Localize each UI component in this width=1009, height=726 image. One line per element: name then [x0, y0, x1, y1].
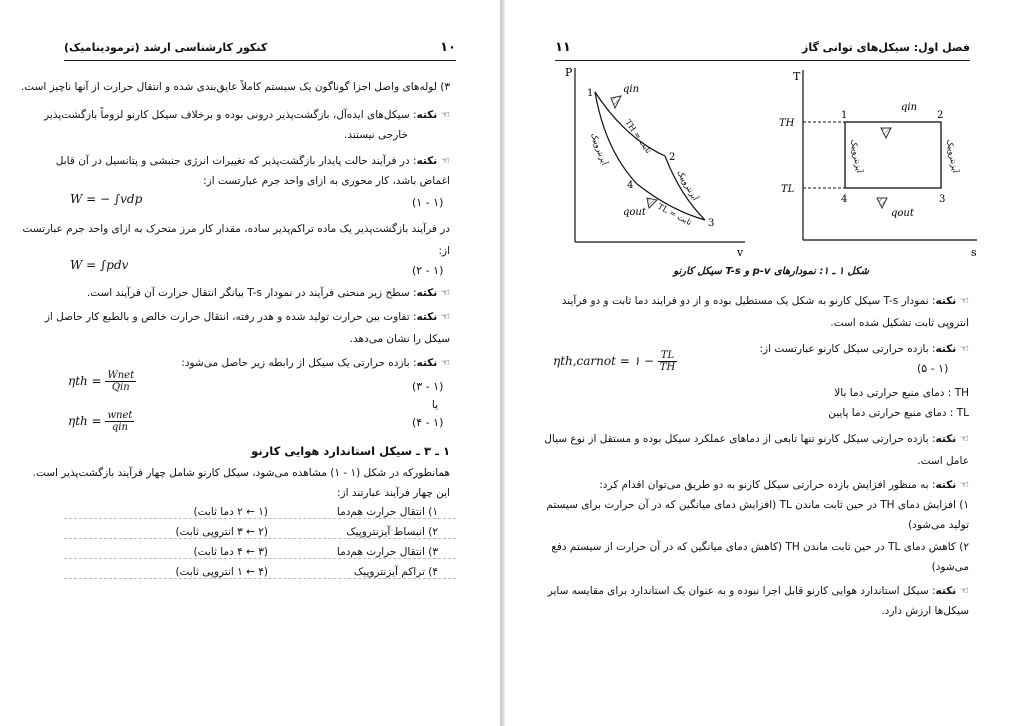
list-item-continued: می‌شود) [931, 561, 969, 573]
point-2: 2 [937, 110, 944, 121]
note-text: : سیکل استاندارد هوایی کارنو قابل اجرا نبوده و به عنوان یک استاندارد برای مقایسه سایر [547, 585, 936, 597]
iso-tl-label: TL = ثابت [656, 201, 694, 228]
point-3: 3 [708, 218, 715, 229]
note-continued: سیکل‌ها ارزش دارد. [881, 605, 969, 617]
heat-out-arrow-icon [877, 198, 887, 208]
process-name: ۱) انتقال حرارت هم‌دما [336, 506, 438, 518]
process-path: (۲ ← ۳ انتروپی ثابت) [175, 526, 268, 538]
fraction-numerator: TL [658, 350, 677, 362]
list-item-continued: تولید می‌شود) [908, 519, 969, 531]
note: ☜ نکته: سیکل‌های ایده‌آل، بازگشت‌پذیر درونی بوده و برخلاف سیکل کارنو لزوماً بازگشت‌پذیر [44, 109, 450, 121]
process-path: (۴ ← ۱ انتروپی ثابت) [175, 566, 268, 578]
tl-definition: TL : دمای منبع حرارتی دما پایین [828, 407, 969, 419]
paragraph: در فرآیند بازگشت‌پذیر یک ماده تراکم‌پذیر ساده، مقدار کار مرز متحرک به ازای واحد جرم عبارتست [22, 223, 450, 235]
tl-label: TL [781, 184, 795, 195]
note-continued: سیکل را نشان می‌دهد. [349, 333, 450, 345]
left-page [0, 0, 501, 726]
equation-4: ηth = $\frac{\text{wnet}}{\text{qin}}$ [68, 410, 133, 433]
note-label: نکته [935, 433, 957, 445]
pv-diagram [565, 66, 745, 259]
process-name: ۴) تراکم آیزنتروپیک [353, 566, 438, 578]
note: ☜ نکته: بازده حرارتی سیکل کارنو تنها تابعی از دماهای عملکرد سیکل بوده و مستقل از نوع سیال [544, 433, 969, 445]
note-text: : سطح زیر منحنی فرآیند در نمودار T-s بیانگر انتقال حرارت آن فرآیند است. [86, 287, 417, 299]
note: ☜ نکته: سیکل استاندارد هوایی کارنو قابل اجرا نبوده و به عنوان یک استاندارد برای مقایسه سایر [547, 585, 969, 597]
note: ☜ نکته: سطح زیر منحنی فرآیند در نمودار T-s بیانگر انتقال حرارت آن فرآیند است. [86, 287, 450, 299]
running-title: کنکور کارشناسی ارشد (ترمودینامیک) [64, 41, 268, 54]
fraction-numerator: wnet [107, 410, 133, 421]
equation-2: W = ∫pdv [70, 258, 129, 272]
note-label: نکته [416, 311, 438, 323]
note-text: : بازده حرارتی یک سیکل از رابطه زیر حاصل می‌شود: [181, 357, 417, 369]
qout-label: qout [891, 208, 914, 219]
equation-3: ηth = $\frac{\text{Wnet}}{\text{Qin}}$ [68, 370, 135, 393]
note-label: نکته [416, 109, 438, 121]
heat-in-arrow-icon [881, 128, 891, 138]
iso-th-label: TH = ثابت [623, 117, 654, 155]
note-continued: عامل است. [917, 455, 969, 467]
note: ☜ نکته: در فرآیند حالت پایدار بازگشت‌پذیر که تغییرات انرژی جنبشی و پتانسیل در آن قابل [55, 155, 450, 167]
figure-caption: شکل ۱ ـ ۱: نمودارهای p-v و T-s سیکل کارنو [673, 266, 869, 277]
equation-2-number: (۲ - ۱) [412, 264, 444, 277]
point-1: 1 [587, 88, 594, 99]
equation-5-number: (۵ - ۱) [917, 362, 949, 375]
process-name: ۳) انتقال حرارت هم‌دما [336, 546, 438, 558]
note: ☜ نکته: به منظور افزایش بازده حرارتی سیکل کارنو به دو طریق می‌توان اقدام کرد: [599, 479, 969, 491]
note-text: : بازده حرارتی سیکل کارنو تنها تابعی از دماهای عملکرد سیکل بوده و مستقل از نوع سیال [544, 433, 936, 445]
note-continued: خارجی نیستند. [344, 129, 408, 141]
v-axis-label: v [737, 246, 744, 259]
isentropic-left-label: آیزنتروپیک [589, 131, 610, 167]
th-label: TH [779, 118, 795, 129]
qout-label: qout [623, 207, 646, 218]
note: ☜ نکته: بازده حرارتی سیکل کارنو عبارتست از: [759, 343, 969, 355]
qin-label: qin [623, 84, 640, 95]
th-definition: TH : دمای منبع حرارتی دما بالا [834, 387, 969, 399]
isentropic-right-label: آیزنتروپیک [945, 138, 960, 174]
section-title: ۱ ـ ۳ ـ سیکل استاندارد هوایی کارنو [251, 444, 450, 458]
note: ☜ نکته: نمودار T-s سیکل کارنو به شکل یک مستطیل بوده و از دو فرایند دما ثابت و دو فرآیند [561, 295, 969, 307]
equation-5: ηth,carnot = ۱ − $\frac{TL}{TH}$ [553, 350, 676, 373]
note-text: : در فرآیند حالت پایدار بازگشت‌پذیر که تغییرات انرژی جنبشی و پتانسیل در آن قابل [55, 155, 417, 167]
equation-1-number: (۱ - ۱) [412, 196, 444, 209]
right-page [505, 0, 1009, 726]
process-path: (۱ ← ۲ دما ثابت) [193, 506, 268, 518]
isentropic-right-label: آیزنتروپیک [675, 168, 700, 203]
note-label: نکته [935, 585, 957, 597]
list-item: ۱) افزایش دمای TH در حین ثابت ماندن TL (افزایش دمای میانگین که در آن حرارت برای سیستم [546, 499, 969, 511]
ts-diagram [779, 70, 977, 259]
note-text: : نمودار T-s سیکل کارنو به شکل یک مستطیل بوده و از دو فرایند دما ثابت و دو فرآیند [561, 295, 936, 307]
point-1: 1 [841, 110, 848, 121]
fraction-denominator: Qin [111, 382, 130, 393]
note-text: : بازده حرارتی سیکل کارنو عبارتست از: [759, 343, 936, 355]
note-text: : به منظور افزایش بازده حرارتی سیکل کارنو به دو طریق می‌توان اقدام کرد: [599, 479, 936, 491]
point-4: 4 [627, 180, 634, 191]
heat-in-arrow-icon [611, 96, 621, 108]
s-axis-label: s [971, 246, 977, 259]
left-page-header [64, 38, 456, 61]
paragraph-continued: این چهار فرآیند عبارتند از: [337, 487, 450, 499]
right-page-header [555, 38, 970, 61]
note-label: نکته [416, 357, 438, 369]
note: ☜ نکته: بازده حرارتی یک سیکل از رابطه زیر حاصل می‌شود: [181, 357, 450, 369]
note-text: : تفاوت بین حرارت تولید شده و هدر رفته، انتقال حرارت خالص و بالطبع کار حاصل از [44, 311, 417, 323]
paragraph: همانطورکه در شکل (۱ - ۱) مشاهده می‌شود، سیکل کارنو شامل چهار فرآیند بازگشت‌پذیر است. [32, 467, 450, 479]
heat-out-arrow-icon [647, 198, 657, 208]
point-4: 4 [841, 194, 848, 205]
note: ☜ نکته: تفاوت بین حرارت تولید شده و هدر رفته، انتقال حرارت خالص و بالطبع کار حاصل از [44, 311, 450, 323]
or-word: یا [431, 399, 438, 411]
note-continued: انتروپی ثابت تشکیل شده است. [830, 317, 969, 329]
equation-3-number: (۳ - ۱) [412, 380, 444, 393]
fraction-denominator: TH [659, 362, 676, 373]
qin-label: qin [901, 102, 918, 113]
carnot-figure [545, 60, 985, 270]
process-name: ۲) انبساط آیزنتروپیک [346, 526, 438, 538]
process-path: (۳ ← ۴ دما ثابت) [193, 546, 268, 558]
point-2: 2 [669, 152, 676, 163]
isentropic-left-label: آیزنتروپیک [849, 138, 864, 174]
note-text: : سیکل‌های ایده‌آل، بازگشت‌پذیر درونی بوده و برخلاف سیکل کارنو لزوماً بازگشت‌پذیر [44, 109, 417, 121]
note-continued: اغماض باشد، کار محوری به ازای واحد جرم عبارتست از: [203, 175, 450, 187]
note-label: نکته [935, 295, 957, 307]
page-number: ۱۰ [440, 40, 456, 55]
equation-4-number: (۴ - ۱) [412, 416, 444, 429]
running-title: فصل اول: سیکل‌های توانی گاز [801, 41, 970, 54]
fraction-numerator: Wnet [107, 370, 135, 381]
note-label: نکته [935, 343, 957, 355]
list-item: ۲) کاهش دمای TL در حین ثابت ماندن TH (کاهش دمای میانگین که در آن حرارت از سیستم دفع [551, 541, 969, 553]
paragraph: ۳) لوله‌های واصل اجزا گوناگون یک سیستم کاملاً عایق‌بندی شده و انتقال حرارت از آنها ناچیز است. [20, 81, 450, 93]
t-axis-label: T [793, 70, 801, 83]
page-number: ۱۱ [555, 40, 571, 55]
note-label: نکته [416, 287, 438, 299]
fraction-denominator: qin [111, 422, 128, 433]
point-3: 3 [939, 194, 946, 205]
p-axis-label: P [565, 66, 573, 79]
equation-1: W = − ∫vdp [70, 192, 143, 206]
note-label: نکته [416, 155, 438, 167]
paragraph-continued: از: [438, 245, 450, 257]
note-label: نکته [935, 479, 957, 491]
